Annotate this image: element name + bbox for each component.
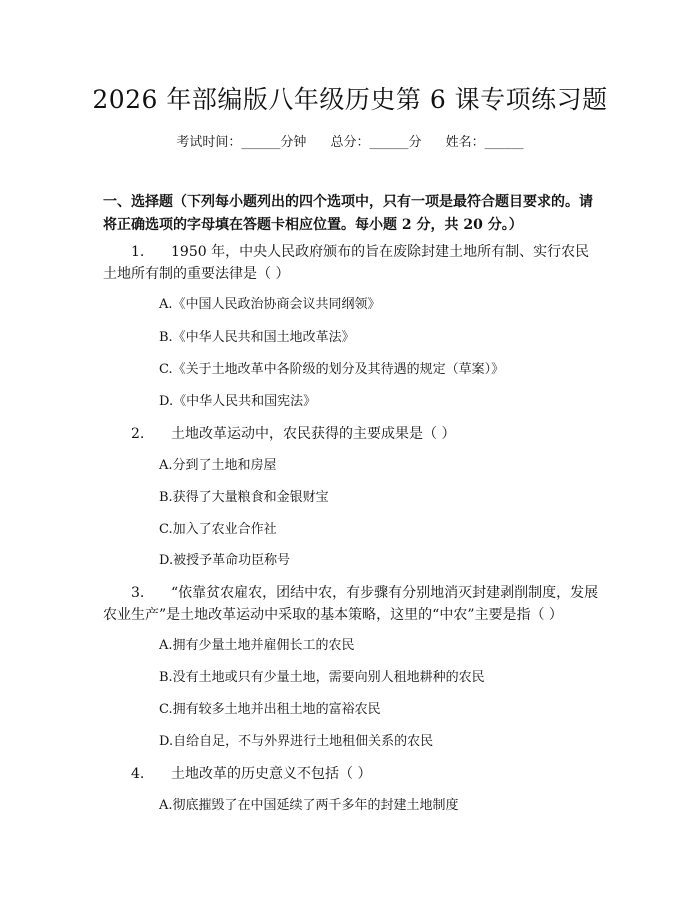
question-2-option-b: B.获得了大量粮食和金银财宝	[159, 490, 329, 505]
question-2-option-d: D.被授予革命功臣称号	[159, 553, 291, 568]
question-2-option-c: C.加入了农业合作社	[159, 522, 277, 537]
question-1-option-b: B.《中华人民共和国土地改革法》	[159, 330, 355, 345]
question-3-option-d: D.自给自足，不与外界进行土地租佃关系的农民	[159, 734, 434, 749]
question-3-option-c: C.拥有较多土地并出租土地的富裕农民	[159, 702, 381, 717]
question-1-number: 1.	[131, 244, 145, 260]
section-heading: 一、选择题（下列每小题列出的四个选项中，只有一项是最符合题目要求的。请将正确选项的字母填在答题卡相应位置。每小题 2 分，共 20 分。）	[103, 194, 593, 233]
question-4-option-a: A.彻底摧毁了在中国延续了两千多年的封建土地制度	[159, 798, 459, 813]
time-blank: ______	[241, 135, 281, 150]
time-field	[176, 135, 306, 150]
score-unit: 分	[408, 135, 422, 150]
name-label: 姓名：	[445, 135, 485, 150]
time-label: 考试时间：	[176, 135, 242, 150]
question-3-text: “依靠贫农雇农，团结中农，有步骤有分别地消灭封建剥削制度，发展农业生产”是土地改革运动中采取的基本策略，这里的“中农”主要是指（ ）	[103, 585, 599, 623]
question-4-stem	[103, 763, 603, 785]
question-1-option-d: D.《中华人民共和国宪法》	[159, 394, 317, 409]
question-2-option-a: A.分到了土地和房屋	[159, 458, 277, 473]
question-4-number: 4.	[131, 766, 145, 782]
question-1-text: 1950 年，中央人民政府颁布的旨在废除封建土地所有制、实行农民土地所有制的重要法律是（ ）	[103, 244, 590, 282]
score-label: 总分：	[330, 135, 370, 150]
question-3-number: 3.	[131, 585, 145, 601]
name-field	[446, 135, 524, 150]
page-title: 2026 年部编版八年级历史第 6 课专项练习题	[92, 85, 608, 114]
exam-meta	[0, 131, 700, 150]
score-blank: ______	[369, 135, 409, 150]
score-field	[330, 135, 421, 150]
question-3-option-a: A.拥有少量土地并雇佣长工的农民	[159, 638, 355, 653]
question-1-option-c: C.《关于土地改革中各阶级的划分及其待遇的规定（草案）》	[159, 362, 505, 377]
question-1-stem	[103, 241, 603, 285]
question-4-text: 土地改革的历史意义不包括（ ）	[157, 766, 372, 782]
question-2-number: 2.	[131, 426, 145, 442]
question-1-option-a: A.《中国人民政治协商会议共同纲领》	[159, 297, 381, 312]
question-2-text: 土地改革运动中，农民获得的主要成果是（ ）	[157, 426, 456, 442]
name-blank: ______	[484, 135, 524, 150]
question-3-stem	[103, 582, 603, 626]
time-unit: 分钟	[280, 135, 307, 150]
question-2-stem	[103, 423, 603, 445]
question-3-option-b: B.没有土地或只有少量土地，需要向别人租地耕种的农民	[159, 670, 485, 685]
